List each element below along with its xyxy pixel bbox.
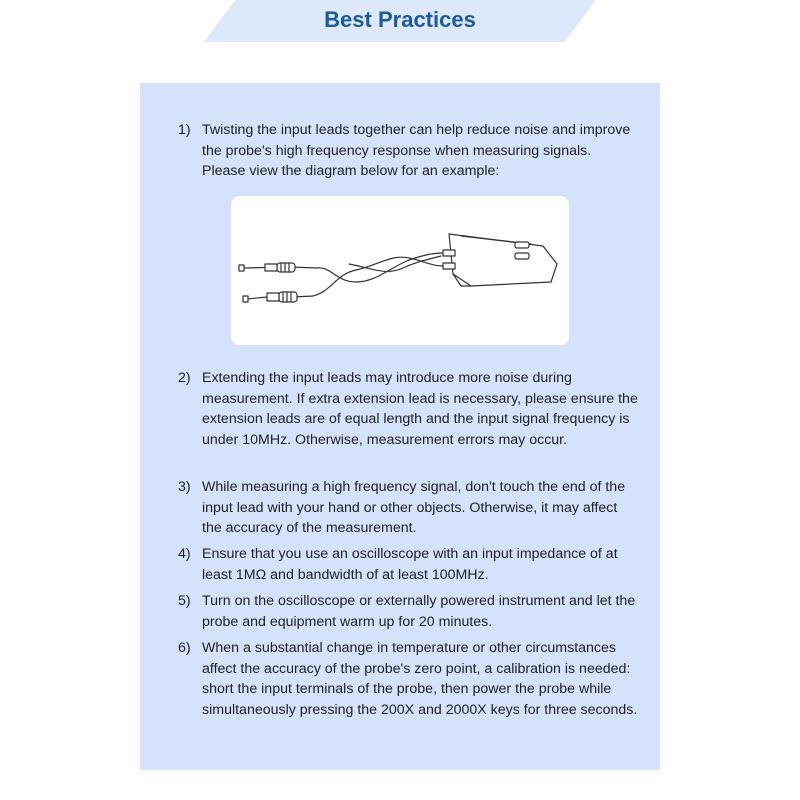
item-number: 5) xyxy=(178,593,191,609)
list-item-6 xyxy=(178,638,638,720)
item-text: While measuring a high frequency signal, don't touch the end of the input lead with your hand or other objects. Otherwise, it may affect the accuracy of the measurement. xyxy=(202,479,626,536)
list-item-2 xyxy=(178,368,638,450)
item-number: 2) xyxy=(178,370,191,386)
item-number: 3) xyxy=(178,479,191,495)
item-number: 6) xyxy=(178,640,191,656)
item-text: When a substantial change in temperature or other circumstances affect the accuracy of the probe's zero point, a calibration is needed: short the input terminals of the probe, then power the probe while simultaneously pressing the 200X and 2000X keys for three seconds. xyxy=(202,640,638,718)
list-item-3 xyxy=(178,477,638,539)
list-item-4 xyxy=(178,544,638,585)
item-text: Ensure that you use an oscilloscope with an input impedance of at least 1MΩ and bandwidth of at least 100MHz. xyxy=(202,546,618,583)
item-number: 1) xyxy=(178,122,191,138)
item-text: Turn on the oscilloscope or externally powered instrument and let the probe and equipment warm up for 20 minutes. xyxy=(202,593,636,630)
list-item-1 xyxy=(178,120,638,182)
list-item-5 xyxy=(178,591,638,632)
item-text: Extending the input leads may introduce more noise during measurement. If extra extension lead is necessary, please ensure the extension leads are of equal length and the input signal frequency is under 10MHz. Otherwise, measurement errors may occur. xyxy=(202,370,638,448)
twisted-probe-leads-icon xyxy=(231,196,569,345)
item-number: 4) xyxy=(178,546,191,562)
item-text: Twisting the input leads together can help reduce noise and improve the probe's high frequency response when measuring signals. Please view the diagram below for an example: xyxy=(202,122,631,179)
page-title: Best Practices xyxy=(324,7,476,32)
probe-diagram xyxy=(231,196,569,345)
